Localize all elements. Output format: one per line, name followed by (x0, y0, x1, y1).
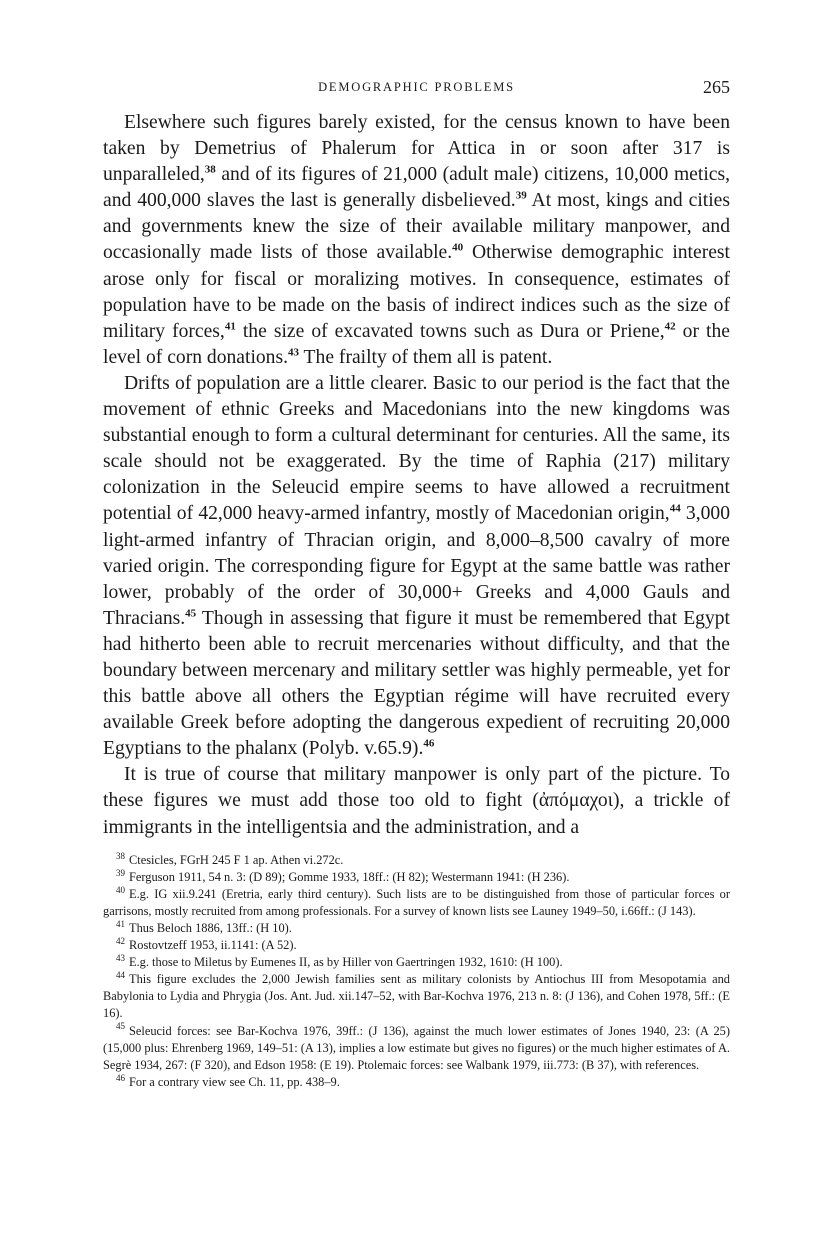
footnote-reference[interactable]: 39 (515, 189, 527, 202)
footnote-text: Thus Beloch 1886, 13ff.: (H 10). (129, 921, 292, 935)
footnote-text: Ctesicles, FGrH 245 F 1 ap. Athen vi.272c. (129, 852, 344, 867)
footnote-number: 38 (116, 850, 125, 861)
body-paragraph (103, 762, 730, 840)
paragraph-text: Drifts of population are a little clearer. Basic to our period is the fact that the movement of ethnic Greeks and Macedonians into the new kingdoms was substantial enough to form a cultural determinant for centuries. All the same, its scale should not be exaggerated. By the time of Raphia (217) military colonization in the Seleucid empire seems to have allowed a recruitment potential of 42,000 heavy-armed infantry, mostly of Macedonian origin, (103, 372, 730, 525)
body-paragraph (103, 110, 730, 371)
footnote-text: Ferguson 1911, 54 n. 3: (D 89); Gomme 1933, 18ff.: (H 82); Westermann 1941: (H 236). (129, 869, 570, 884)
footnote-reference[interactable]: 40 (452, 241, 464, 254)
footnote-reference[interactable]: 44 (669, 502, 681, 515)
page-header (103, 70, 730, 110)
footnote-number: 43 (116, 953, 125, 964)
paragraph-text: the size of excavated towns such as Dura or Priene, (235, 320, 665, 342)
footnote-text: E.g. those to Miletus by Eumenes II, as by Hiller von Gaertringen 1932, 1610: (H 100). (129, 955, 563, 970)
footnote-reference[interactable]: 46 (423, 737, 435, 750)
paragraph-text: and of its figures of 21,000 (adult male) citizens, 10,000 metics, and 400,000 slaves the last is generally disbelieved. (103, 164, 730, 212)
footnote (103, 937, 730, 954)
footnote (103, 971, 730, 1022)
body-paragraph (103, 371, 730, 762)
paragraph-text: At most, kings and cities and governments knew the size of their available military manpower, and occasionally made lists of those available. (103, 190, 731, 264)
footnote-text: For a contrary view see Ch. 11, pp. 438–9. (129, 1074, 340, 1089)
footnote-number: 42 (116, 935, 125, 946)
footnotes (103, 852, 730, 1091)
body-text (103, 110, 730, 841)
footnote (103, 954, 730, 971)
paragraph-text: The frailty of them all is patent. (299, 346, 553, 368)
footnote (103, 1074, 730, 1091)
footnote-number: 44 (116, 970, 125, 981)
footnote-reference[interactable]: 45 (185, 607, 197, 620)
footnote-reference[interactable]: 41 (224, 320, 236, 333)
footnote-number: 46 (116, 1072, 125, 1083)
footnote (103, 920, 730, 937)
paragraph-text: It is true of course that military manpower is only part of the picture. To these figures we must add those too old to fight (ἀπόμαχοι), a trickle of immigrants in the intelligentsia and the administration, and a (103, 764, 730, 838)
footnote-text: This figure excludes the 2,000 Jewish families sent as military colonists by Antiochus III from Mesopotamia and Babylonia to Lydia and Phrygia (Jos. Ant. Jud. xii.147–52, with Bar-Kochva 1976, 213 n. 8: (J 136), and Cohen 1978, 5ff.: (E 16). (103, 972, 730, 1021)
footnote-text: Seleucid forces: see Bar-Kochva 1976, 39ff.: (J 136), against the much lower estimates of Jones 1940, 23: (A 25) (15,000 plus: Ehrenberg 1969, 149–51: (A 13), implies a low estimate but gives no figures) or the much higher estimates of A. Segrè 1934, 267: (F 320), and Edson 1958: (E 19). Ptolemaic forces: see Walbank 1979, iii.773: (B 37), with references. (103, 1023, 730, 1072)
footnote-number: 39 (116, 867, 125, 878)
footnote-reference[interactable]: 42 (664, 320, 676, 333)
footnote (103, 852, 730, 869)
page (103, 70, 730, 1091)
paragraph-text: Elsewhere such figures barely existed, for the census known to have been taken by Demetrius of Phalerum for Attica in or soon after 317 is unparalleled, (103, 112, 730, 186)
page-number: 265 (703, 77, 730, 97)
footnote-text: Rostovtzeff 1953, ii.1141: (A 52). (129, 938, 297, 953)
paragraph-text: Otherwise demographic interest arose only for fiscal or moralizing motives. In consequence, estimates of population have to be made on the basis of indirect indices such as the size of military forces, (103, 242, 730, 342)
footnote (103, 886, 730, 920)
footnote-reference[interactable]: 38 (204, 163, 216, 176)
running-head: DEMOGRAPHIC PROBLEMS (318, 80, 515, 94)
footnote-text: E.g. IG xii.9.241 (Eretria, early third century). Such lists are to be distinguished from those of particular forces or garrisons, mostly recruited from among professionals. For a survey of known lists see Launey 1949–50, i.66ff.: (J 143). (103, 886, 730, 918)
paragraph-text: Though in assessing that figure it must be remembered that Egypt had hitherto been able to recruit mercenaries without difficulty, and that the boundary between mercenary and military settler was highly permeable, yet for this battle above all others the Egyptian régime will have recruited every available Greek before adopting the dangerous expedient of recruiting 20,000 Egyptians to the phalanx (Polyb. v.65.9). (103, 607, 730, 760)
footnote-number: 41 (116, 918, 125, 929)
footnote (103, 1023, 730, 1074)
footnote (103, 869, 730, 886)
paragraph-text: or the level of corn donations. (103, 320, 730, 368)
footnote-number: 45 (116, 1021, 125, 1032)
footnote-reference[interactable]: 43 (288, 346, 300, 359)
footnote-number: 40 (116, 884, 125, 895)
paragraph-text: 3,000 light-armed infantry of Thracian origin, and 8,000–8,500 cavalry of more varied origin. The corresponding figure for Egypt at the same battle was rather lower, probably of the order of 30,000+ Greeks and 4,000 Gauls and Thracians. (103, 503, 730, 629)
